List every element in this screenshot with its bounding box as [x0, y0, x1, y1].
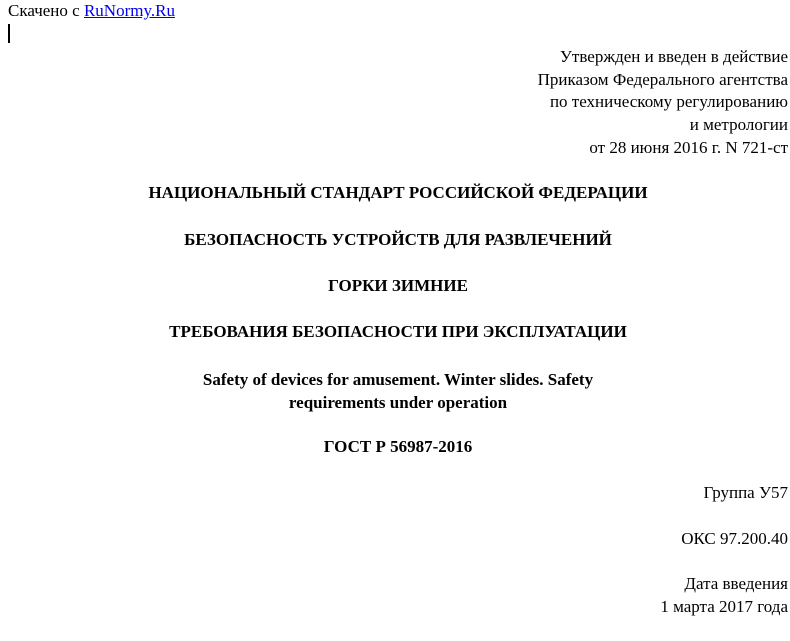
english-title-line-1: Safety of devices for amusement. Winter slides. Safety: [202, 370, 594, 389]
approval-line-approved: Утвержден и введен в действие: [559, 47, 788, 66]
source-line: [8, 1, 175, 21]
oks-code: ОКС 97.200.40: [681, 529, 788, 548]
subject-title: БЕЗОПАСНОСТЬ УСТРОЙСТВ ДЛЯ РАЗВЛЕЧЕНИЙ: [184, 230, 612, 249]
item-title: ГОРКИ ЗИМНИЕ: [328, 276, 468, 295]
text-cursor: [8, 24, 10, 43]
approval-line-order: Приказом Федерального агентства: [537, 69, 788, 89]
source-link[interactable]: RuNormy.Ru: [83, 1, 175, 20]
english-title: [0, 368, 790, 414]
requirements-title: ТРЕБОВАНИЯ БЕЗОПАСНОСТИ ПРИ ЭКСПЛУАТАЦИИ: [169, 322, 627, 341]
group-code: Группа У57: [703, 483, 788, 502]
introduction-date: [660, 573, 788, 618]
english-title-line-2: requirements under operation: [288, 393, 508, 412]
source-prefix: Скачено с: [8, 1, 84, 20]
approval-line-date: от 28 июня 2016 г. N 721-ст: [589, 137, 788, 157]
introduction-label: Дата введения: [684, 574, 788, 593]
approval-line-regulation: по техническому регулированию: [549, 92, 788, 112]
approval-line-metrology: и метрологии: [689, 115, 788, 135]
gost-code: ГОСТ Р 56987-2016: [323, 437, 473, 456]
introduction-value: 1 марта 2017 года: [660, 596, 788, 616]
standard-title: НАЦИОНАЛЬНЫЙ СТАНДАРТ РОССИЙСКОЙ ФЕДЕРАЦИИ: [148, 183, 648, 202]
approval-block: [538, 46, 788, 160]
